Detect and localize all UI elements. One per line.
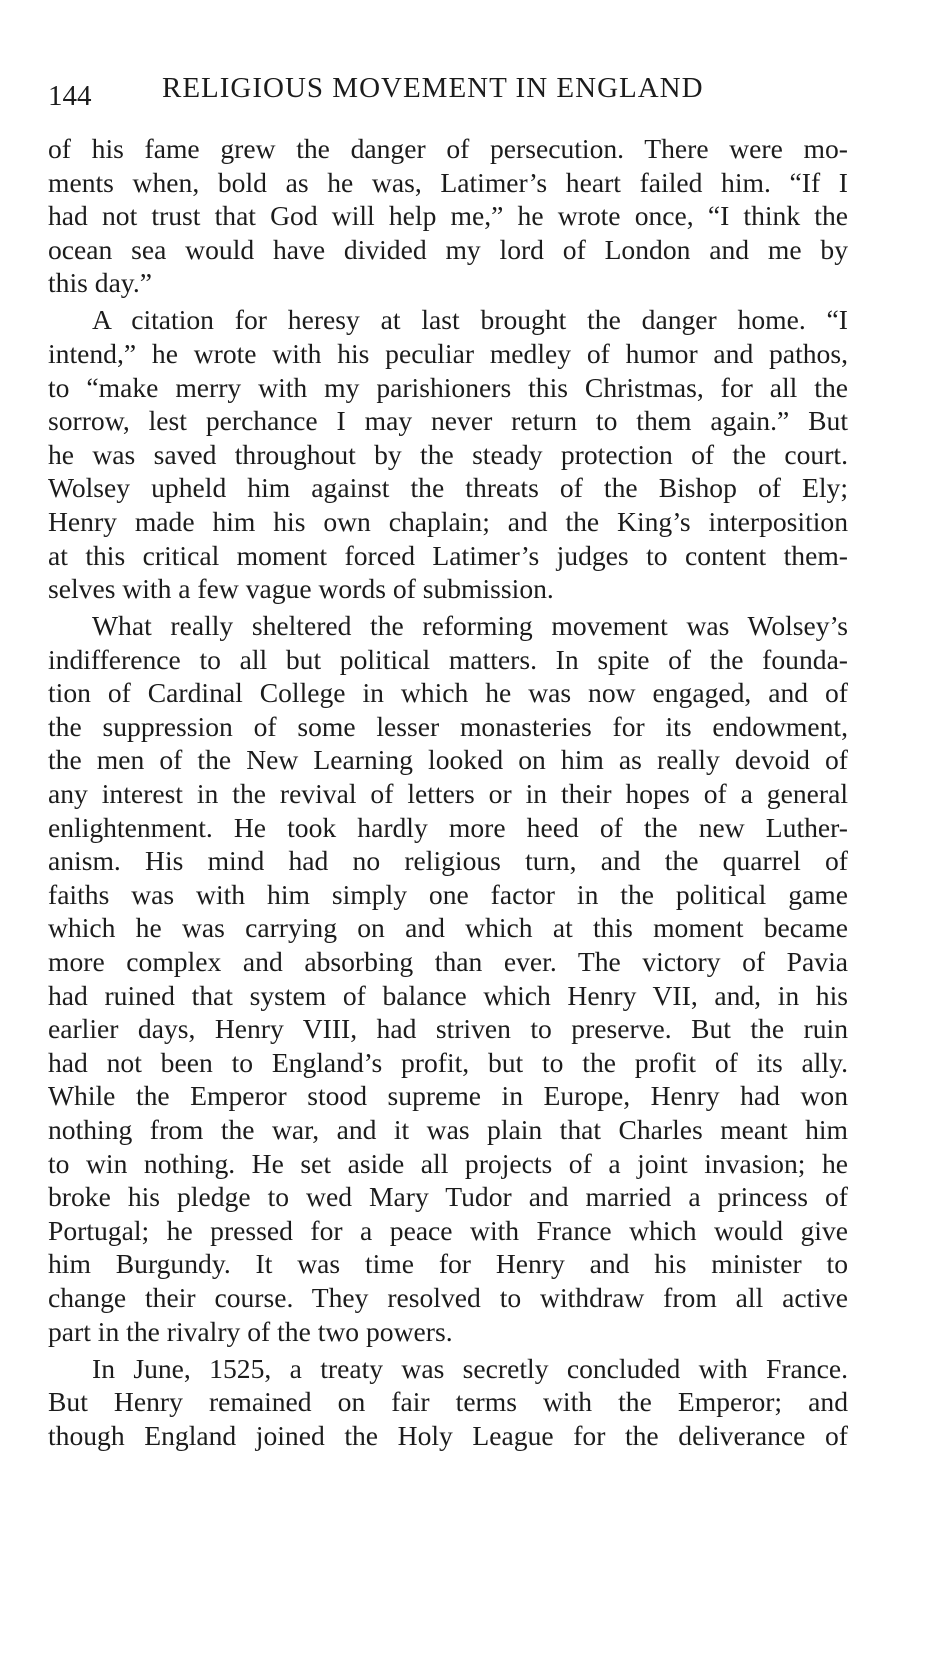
text-line: intend,” he wrote with his peculiar medley of humor and pathos,	[48, 337, 848, 369]
text-line: sorrow, lest perchance I may never return to them again.” But	[48, 405, 848, 437]
text-line: this day.”	[48, 267, 152, 299]
running-title: RELIGIOUS MOVEMENT IN ENGLAND	[162, 72, 704, 104]
text-line: faiths was with him simply one factor in the political game	[48, 878, 848, 910]
paragraph-1	[48, 132, 848, 300]
text-line: Portugal; he pressed for a peace with France which would give	[48, 1214, 848, 1246]
text-line: had not been to England’s profit, but to the profit of its ally.	[48, 1046, 848, 1078]
text-line: though England joined the Holy League for the deliverance of	[48, 1419, 848, 1451]
text-line: But Henry remained on fair terms with the Emperor; and	[48, 1386, 848, 1418]
text-line: tion of Cardinal College in which he was now engaged, and of	[48, 677, 848, 709]
text-line: Wolsey upheld him against the threats of the Bishop of Ely;	[48, 472, 848, 504]
text-line: to win nothing. He set aside all projects of a joint invasion; he	[48, 1147, 848, 1179]
text-line: A citation for heresy at last brought the danger home. “I	[92, 304, 848, 336]
paragraph-4	[48, 1352, 848, 1453]
text-line: any interest in the revival of letters or in their hopes of a general	[48, 778, 848, 810]
text-line: What really sheltered the reforming movement was Wolsey’s	[92, 610, 848, 642]
text-line: him Burgundy. It was time for Henry and his minister to	[48, 1248, 848, 1280]
text-line: nothing from the war, and it was plain that Charles meant him	[48, 1114, 848, 1145]
text-line: ocean sea would have divided my lord of London and me by	[48, 233, 848, 265]
text-line: part in the rivalry of the two powers.	[48, 1315, 453, 1347]
text-line: anism. His mind had no religious turn, and the quarrel of	[48, 845, 848, 877]
text-line: earlier days, Henry VIII, had striven to preserve. But the ruin	[48, 1013, 848, 1045]
text-line: change their course. They resolved to withdraw from all active	[48, 1281, 848, 1313]
text-line: more complex and absorbing than ever. The victory of Pavia	[48, 946, 848, 978]
body-text	[48, 132, 848, 1456]
text-line: had ruined that system of balance which Henry VII, and, in his	[48, 979, 848, 1011]
text-line: selves with a few vague words of submission.	[48, 573, 554, 605]
paragraph-3	[48, 609, 848, 1348]
text-line: indifference to all but political matters. In spite of the founda-	[48, 643, 848, 675]
page-number: 144	[48, 80, 92, 112]
text-line: the suppression of some lesser monasteries for its endowment,	[48, 710, 848, 742]
text-line: broke his pledge to wed Mary Tudor and married a princess of	[48, 1181, 848, 1213]
text-line: enlightenment. He took hardly more heed of the new Luther-	[48, 811, 848, 843]
text-line: In June, 1525, a treaty was secretly concluded with France.	[92, 1352, 848, 1384]
text-line: the men of the New Learning looked on him as really devoid of	[48, 744, 848, 776]
text-line: Henry made him his own chaplain; and the King’s interposition	[48, 505, 848, 537]
running-head	[48, 72, 848, 112]
paragraph-2	[48, 303, 848, 605]
text-line: of his fame grew the danger of persecution. There were mo-	[48, 133, 848, 164]
text-line: to “make merry with my parishioners this Christmas, for all the	[48, 371, 848, 403]
text-line: at this critical moment forced Latimer’s judges to content them-	[48, 539, 848, 571]
text-line: which he was carrying on and which at this moment became	[48, 912, 848, 944]
text-line: had not trust that God will help me,” he wrote once, “I think the	[48, 200, 848, 232]
text-line: ments when, bold as he was, Latimer’s heart failed him. “If I	[48, 166, 848, 198]
text-line: he was saved throughout by the steady protection of the court.	[48, 438, 848, 470]
text-line: While the Emperor stood supreme in Europe, Henry had won	[48, 1080, 848, 1112]
